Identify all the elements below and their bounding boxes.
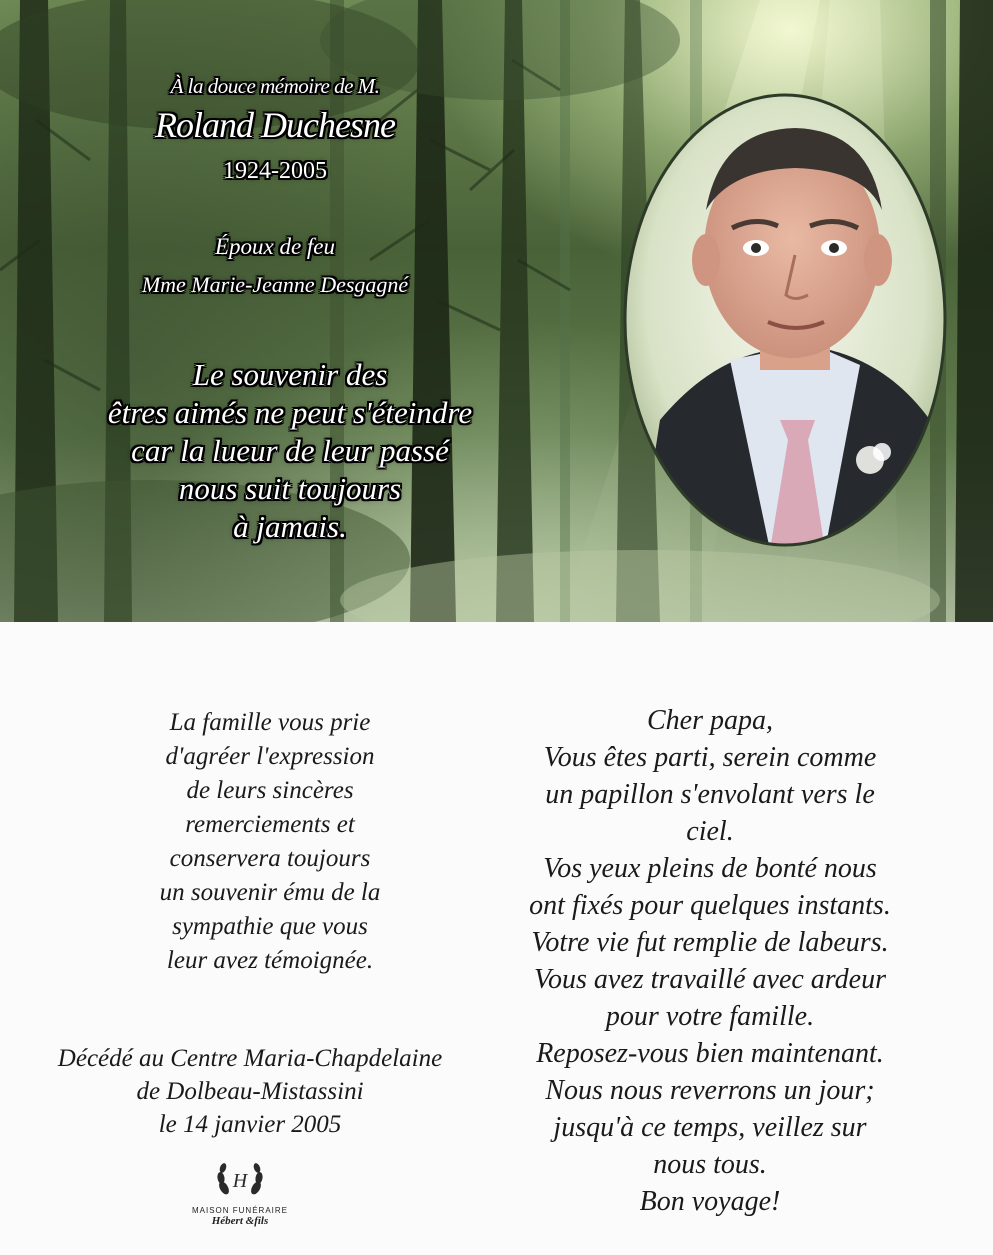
message-line: La famille vous prie (169, 709, 371, 736)
funeral-home-label: MAISON FUNÉRAIRE (191, 1206, 288, 1215)
spouse-name: Mme Marie-Jeanne Desgagné (141, 272, 409, 297)
message-line: conservera toujours (169, 845, 371, 872)
letter-line: jusqu'à ce temps, veillez sur (553, 1112, 867, 1143)
poem-line: à jamais. (233, 509, 347, 544)
family-thanks-message (60, 706, 480, 978)
death-info-line: de Dolbeau-Mistassini (136, 1078, 364, 1105)
death-info-line: Décédé au Centre Maria-Chapdelaine (57, 1045, 443, 1072)
life-years: 1924-2005 (223, 158, 327, 184)
funeral-monogram: H (232, 1170, 248, 1192)
letter-line: Nous nous reverrons un jour; (545, 1075, 875, 1106)
poem-line: êtres aimés ne peut s'éteindre (107, 395, 473, 430)
letter-line: Votre vie fut remplie de labeurs. (531, 927, 889, 958)
portrait-photo (620, 90, 950, 550)
deceased-name: Roland Duchesne (155, 105, 395, 145)
farewell-letter (470, 702, 950, 1220)
letter-line: pour votre famille. (605, 1001, 815, 1032)
message-line: leur avez témoignée. (166, 947, 374, 974)
message-line: un souvenir ému de la (159, 879, 381, 906)
letter-line: ciel. (686, 816, 734, 847)
funeral-home-name: Hébert &fils (211, 1215, 269, 1227)
message-line: de leurs sincères (186, 777, 354, 804)
letter-line: Bon voyage! (639, 1186, 781, 1217)
poem-line: nous suit toujours (178, 471, 402, 506)
letter-line: nous tous. (653, 1149, 767, 1180)
letter-line: ont fixés pour quelques instants. (529, 890, 891, 921)
spouse-label: Époux de feu (214, 234, 336, 259)
death-information (20, 1042, 480, 1141)
letter-line: Cher papa, (647, 705, 773, 736)
message-line: remerciements et (185, 811, 355, 838)
letter-line: Reposez-vous bien maintenant. (536, 1038, 884, 1069)
letter-line: un papillon s'envolant vers le (545, 779, 875, 810)
memorial-poem (60, 356, 520, 546)
laurel-wreath-icon (214, 1158, 266, 1204)
poem-line: Le souvenir des (192, 357, 388, 392)
letter-line: Vos yeux pleins de bonté nous (543, 853, 877, 884)
memory-dedication: À la douce mémoire de M. (170, 74, 380, 98)
forest-panel (0, 0, 993, 622)
letter-line: Vous avez travaillé avec ardeur (534, 964, 886, 995)
text-panel (0, 622, 993, 1255)
funeral-home-logo (170, 1158, 310, 1238)
message-line: sympathie que vous (172, 913, 368, 940)
poem-line: car la lueur de leur passé (131, 433, 449, 468)
letter-line: Vous êtes parti, serein comme (543, 742, 877, 773)
message-line: d'agréer l'expression (165, 743, 375, 770)
death-info-line: le 14 janvier 2005 (158, 1111, 342, 1138)
